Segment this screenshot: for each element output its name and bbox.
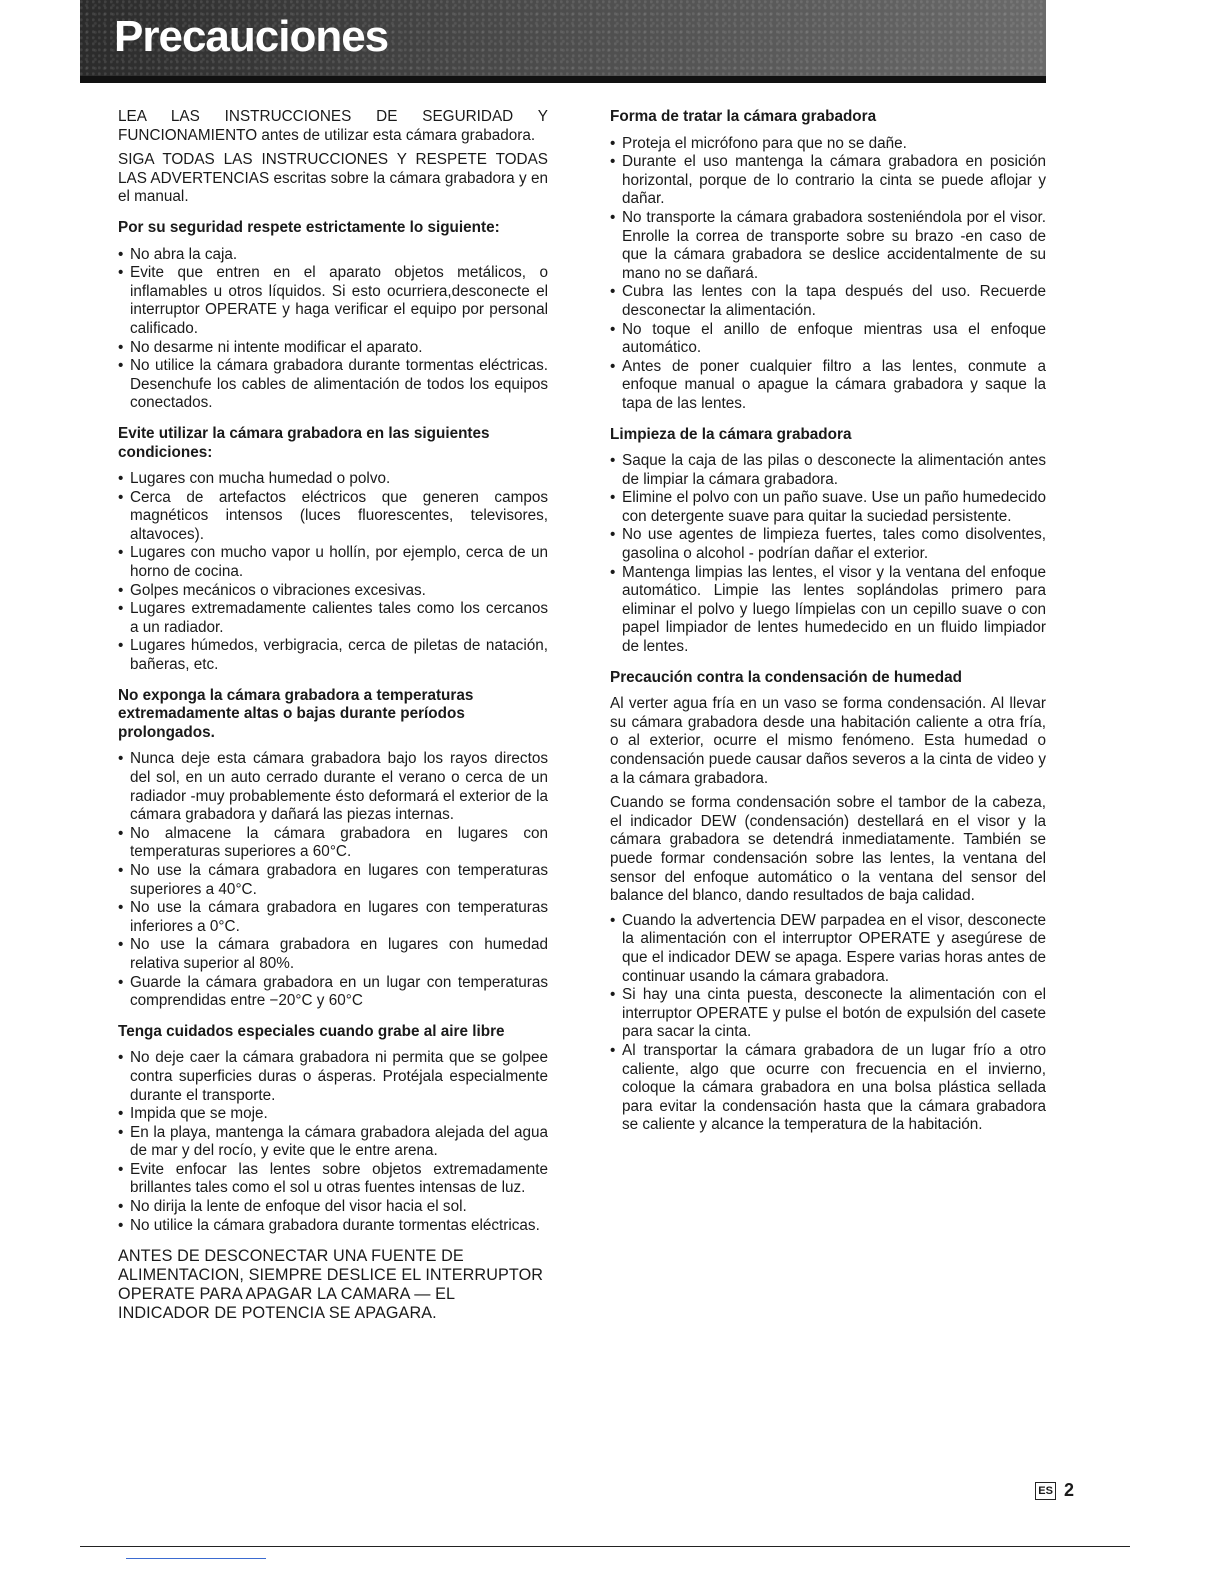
list-item: • No deje caer la cámara grabadora ni permita que se golpee contra superficies duras o ásperas. Protéjala especialmente durante el transporte. [118,1049,548,1105]
bullet-list [118,1049,548,1235]
list-item: • Mantenga limpias las lentes, el visor y la ventana del enfoque automático. Limpie las lentes soplándolas primero para eliminar el polvo y luego límpielas con un cepillo suave o con papel limpiador de lentes humedecido en un fluido limpiador de lentes. [610,564,1046,657]
section-heading: Forma de tratar la cámara grabadora [610,108,877,125]
list-item: • Antes de poner cualquier filtro a las lentes, conmute a enfoque manual o apague la cámara grabadora y saque la tapa de las lentes. [610,358,1046,414]
section-heading: Evite utilizar la cámara grabadora en las siguientes condiciones: [118,424,490,461]
bullet-list [118,246,548,413]
list-item: • Lugares extremadamente calientes tales como los cercanos a un radiador. [118,600,548,637]
list-item: • No use agentes de limpieza fuertes, tales como disolventes, gasolina o alcohol - podrían dañar el exterior. [610,526,1046,563]
list-item: • Impida que se moje. [118,1105,548,1124]
list-item: • En la playa, mantenga la cámara grabadora alejada del agua de mar y del rocío, y evite que le entre arena. [118,1124,548,1161]
list-item: • Nunca deje esta cámara grabadora bajo los rayos directos del sol, en un auto cerrado durante el verano o cerca de un radiador -muy probablemente ésto deformará el exterior de la cámara grabadora y dañará las piezas internas. [118,750,548,824]
footer-rule [80,1546,1130,1547]
list-item: • Si hay una cinta puesta, desconecte la alimentación con el interruptor OPERATE y pulse el botón de expulsión del casete para sacar la cinta. [610,986,1046,1042]
footer-link-line [126,1558,266,1559]
list-item: • No utilice la cámara grabadora durante tormentas eléctricas. Desenchufe los cables de alimentación de todos los equipos conectados. [118,357,548,413]
section-heading: Limpieza de la cámara grabadora [610,425,852,443]
body-paragraph: Cuando se forma condensación sobre el tambor de la cabeza, el indicador DEW (condensación) destellará en el visor y la cámara grabadora se detendrá inmediatamente. También se puede formar condensación sobre las lentes, la ventana del sensor del enfoque automático o la ventana del sensor del balance del blanco, dando resultados de baja calidad. [610,794,1046,905]
list-item: • Lugares con mucho vapor u hollín, por ejemplo, cerca de un horno de cocina. [118,544,548,581]
bullet-list [118,470,548,675]
list-item: • Lugares con mucha humedad o polvo. [118,470,548,489]
list-item: • No use la cámara grabadora en lugares con temperaturas inferiores a 0°C. [118,899,548,936]
list-item: • No toque el anillo de enfoque mientras usa el enfoque automático. [610,321,1046,358]
left-column [118,108,548,1329]
list-item: • Al transportar la cámara grabadora de un lugar frío a otro caliente, algo que ocurre con frecuencia en el invierno, coloque la cámara grabadora en una bolsa plástica sellada para evitar la condensación hasta que la cámara grabadora se caliente y alcance la temperatura de la habitación. [610,1042,1046,1135]
section-heading: Por su seguridad respete estrictamente lo siguiente: [118,218,500,236]
list-item: • Lugares húmedos, verbigracia, cerca de piletas de natación, bañeras, etc. [118,637,548,674]
page-number: 2 [1063,1480,1074,1500]
intro-paragraph: LEA LAS INSTRUCCIONES DE SEGURIDAD Y FUNCIONAMIENTO antes de utilizar esta cámara grabadora. [118,108,548,144]
header-rule [80,76,1046,83]
section-heading: Precaución contra la condensación de humedad [610,668,962,686]
intro-paragraph: SIGA TODAS LAS INSTRUCCIONES Y RESPETE TODAS LAS ADVERTENCIAS escritas sobre la cámara grabadora y en el manual. [118,151,548,206]
power-warning: ANTES DE DESCONECTAR UNA FUENTE DE ALIMENTACION, SIEMPRE DESLICE EL INTERRUPTOR OPERATE PARA APAGAR LA CAMARA — EL INDICADOR DE POTENCIA SE APAGARA. [118,1247,544,1323]
bullet-list [610,135,1046,414]
list-item: • Guarde la cámara grabadora en un lugar con temperaturas comprendidas entre −20°C y 60°C [118,974,548,1011]
list-item: • No almacene la cámara grabadora en lugares con temperaturas superiores a 60°C. [118,825,548,862]
list-item: • Proteja el micrófono para que no se dañe. [610,135,1046,154]
list-item: • Cubra las lentes con la tapa después del uso. Recuerde desconectar la alimentación. [610,283,1046,320]
language-badge: ES [1035,1482,1056,1500]
list-item: • Cerca de artefactos eléctricos que generen campos magnéticos intensos (luces fluorescentes, televisores, altavoces). [118,489,548,545]
page-footer-number [1035,1480,1074,1501]
list-item: • No utilice la cámara grabadora durante tormentas eléctricas. [118,1217,548,1236]
section-heading: Tenga cuidados especiales cuando grabe al aire libre [118,1022,505,1040]
section-heading: No exponga la cámara grabadora a temperaturas extremadamente altas o bajas durante períodos prolongados. [118,686,474,741]
bullet-list [610,912,1046,1135]
list-item: • Elimine el polvo con un paño suave. Use un paño humedecido con detergente suave para quitar la suciedad persistente. [610,489,1046,526]
page-title: Precauciones [114,12,389,61]
bullet-list [118,750,548,1010]
list-item: • No dirija la lente de enfoque del visor hacia el sol. [118,1198,548,1217]
list-item: • No abra la caja. [118,246,548,265]
list-item: • No desarme ni intente modificar el aparato. [118,339,548,358]
list-item: • No transporte la cámara grabadora sosteniéndola por el visor. Enrolle la correa de transporte sobre su brazo -en caso de que la cámara grabadora se deslice accidentalmente de su mano no se dañará. [610,209,1046,283]
list-item: • Golpes mecánicos o vibraciones excesivas. [118,582,548,601]
list-item: • Saque la caja de las pilas o desconecte la alimentación antes de limpiar la cámara grabadora. [610,452,1046,489]
list-item: • Evite que entren en el aparato objetos metálicos, o inflamables u otros líquidos. Si esto ocurriera,desconecte el interruptor OPERATE y haga verificar el equipo por personal calificado. [118,264,548,338]
list-item: • No use la cámara grabadora en lugares con humedad relativa superior al 80%. [118,936,548,973]
bullet-list [610,452,1046,657]
list-item: • Cuando la advertencia DEW parpadea en el visor, desconecte la alimentación con el interruptor OPERATE y asegúrese de que el indicador DEW se apaga. Espere varias horas antes de continuar usando la cámara grabadora. [610,912,1046,986]
list-item: • No use la cámara grabadora en lugares con temperaturas superiores a 40°C. [118,862,548,899]
list-item: • Durante el uso mantenga la cámara grabadora en posición horizontal, porque de lo contrario la cinta se puede aflojar y dañar. [610,153,1046,209]
right-column [610,108,1046,1143]
list-item: • Evite enfocar las lentes sobre objetos extremadamente brillantes tales como el sol u otras fuentes intensas de luz. [118,1161,548,1198]
body-paragraph: Al verter agua fría en un vaso se forma condensación. Al llevar su cámara grabadora desde una habitación caliente a otra fría, o al exterior, ocurre el mismo fenómeno. Esta humedad o condensación puede causar daños severos a la cinta de video y a la cámara grabadora. [610,695,1046,787]
